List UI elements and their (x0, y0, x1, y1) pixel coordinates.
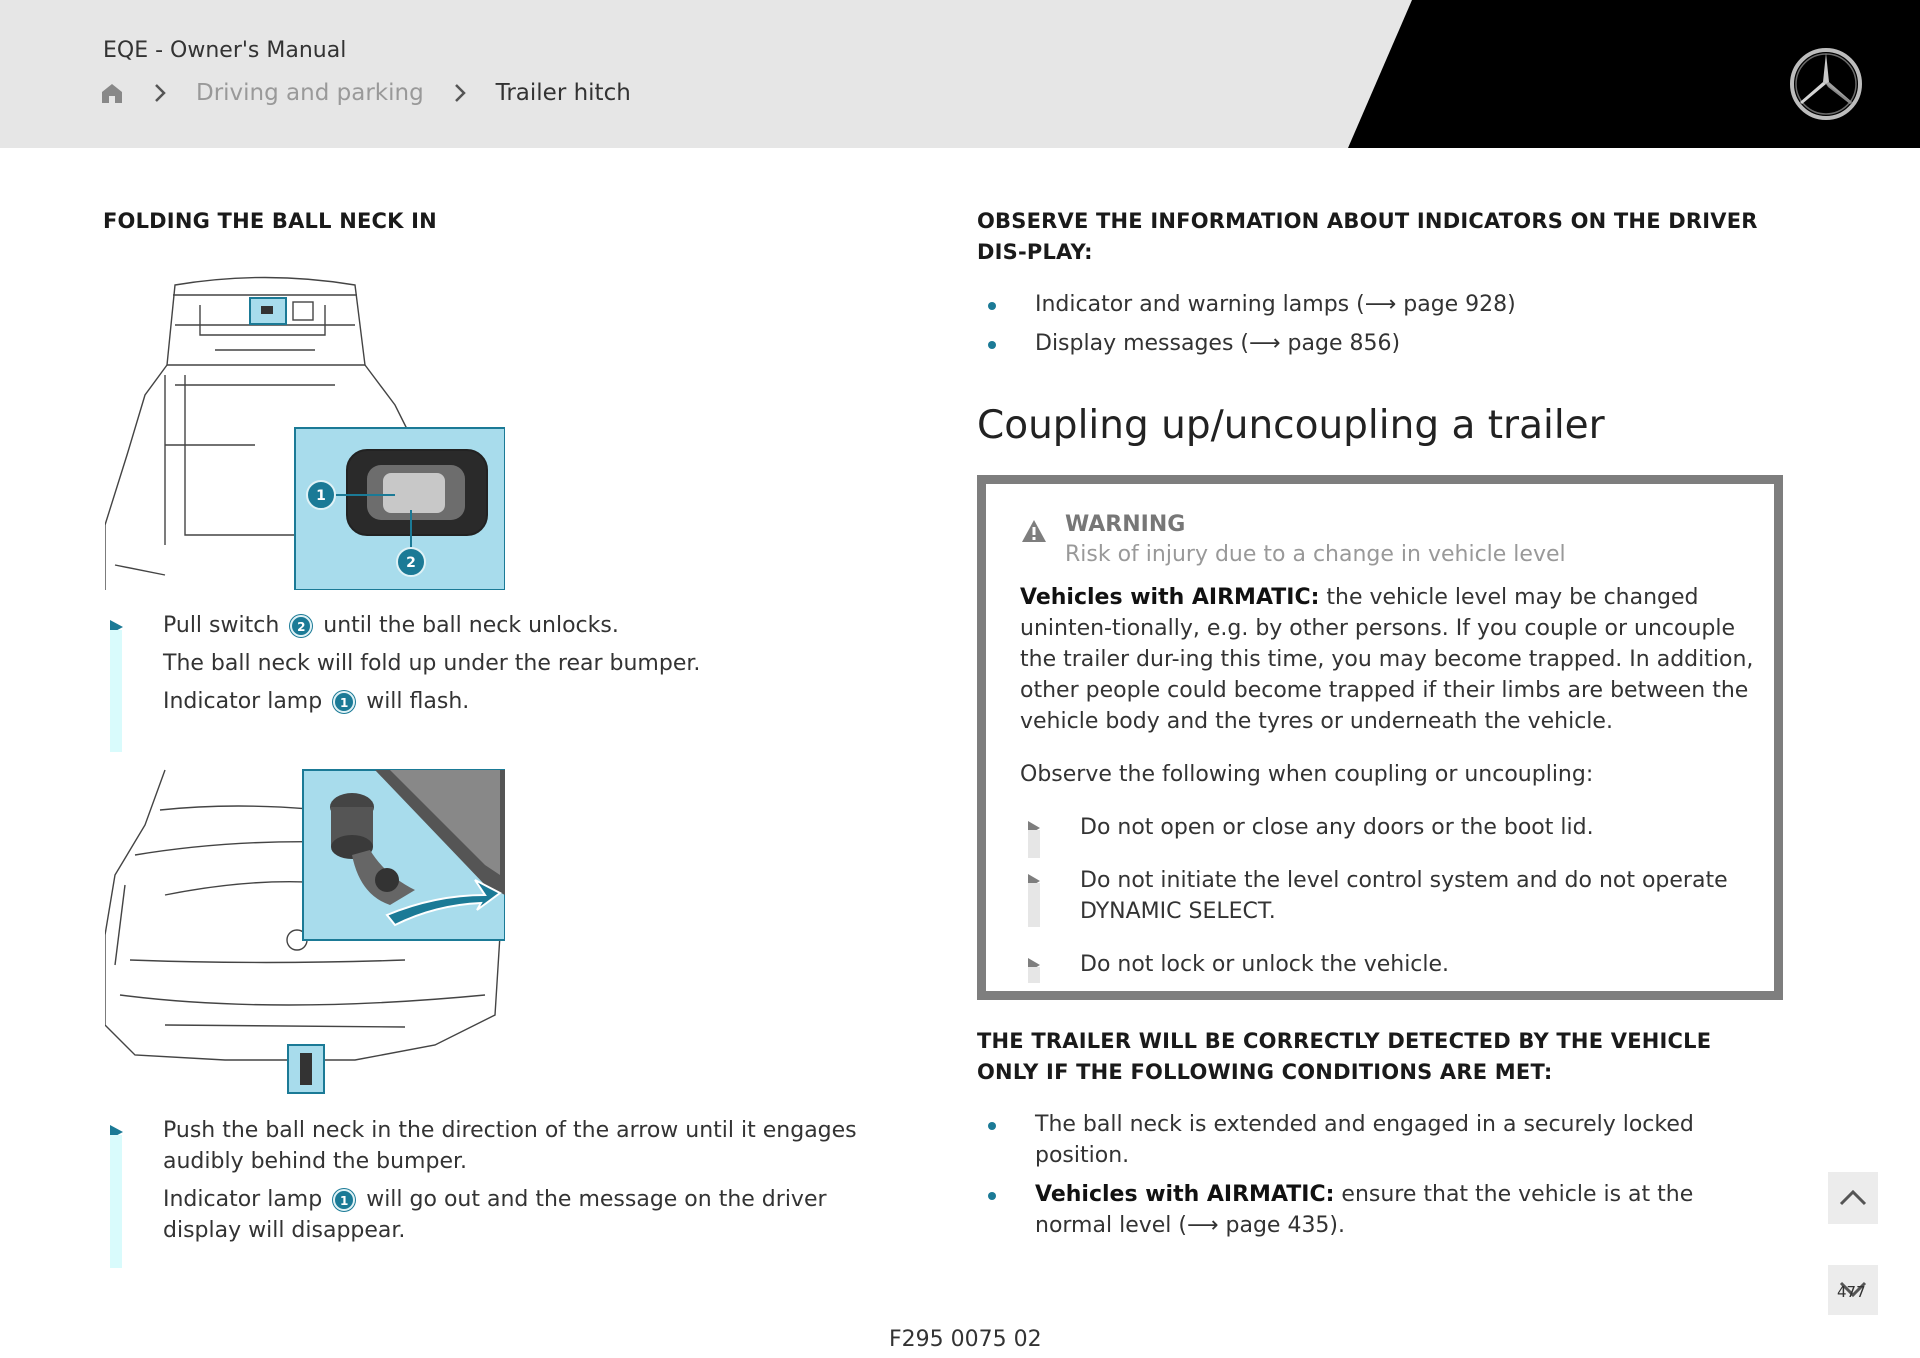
section-heading-folding-ball-neck: FOLDING THE BALL NECK IN (103, 209, 437, 233)
home-icon[interactable] (100, 81, 124, 105)
instruction-step-pull-switch (103, 610, 903, 724)
callout-1-inline: 1 (333, 691, 355, 713)
warning-title: WARNING (1065, 512, 1186, 537)
step-highlight-bar (110, 1135, 122, 1268)
doc-title: EQE - Owner's Manual (103, 38, 347, 63)
page-header (0, 0, 1920, 148)
chevron-right-icon (452, 81, 468, 105)
warning-paragraph: Vehicles with AIRMATIC: the vehicle level may be changed uninten-tionally, e.g. by other persons. If you couple or uncouple the trailer dur-ing this time, you may become trapped. In addition, other people could become trapped if their limbs are between the vehicle body and the tyres or underneath the vehicle. (1020, 585, 1754, 734)
header-black-panel (0, 0, 1920, 148)
footer-figure-code: F295 0075 02 (889, 1327, 1042, 1352)
callout-1-inline: 1 (333, 1189, 355, 1211)
chevron-up-icon (1828, 1172, 1878, 1224)
step2-line1: Push the ball neck in the direction of the arrow until it engages audibly behind the bumper. (163, 1118, 857, 1174)
breadcrumb (100, 80, 631, 106)
indicator-reference-list (977, 289, 1777, 367)
step-highlight-bar (1028, 967, 1040, 983)
list-item[interactable]: Vehicles with AIRMATIC: ensure that the vehicle is at the normal level (⟶ page 435). (977, 1179, 1777, 1241)
step2-line2: Indicator lamp 1 will go out and the message on the driver display will disappear. (163, 1187, 827, 1243)
warning-observe: Observe the following when coupling or uncoupling: (1020, 762, 1594, 787)
instruction-step-push-ball-neck (103, 1115, 903, 1253)
page-number: 477 (1837, 1283, 1866, 1301)
step1-line3: Indicator lamp 1 will flash. (163, 689, 470, 714)
list-item[interactable]: Display messages (⟶ page 856) (977, 328, 1777, 359)
warning-step: Do not initiate the level control system and do not operate DYNAMIC SELECT. (1020, 865, 1760, 927)
mercedes-star-logo-icon (1788, 46, 1864, 122)
list-item: The ball neck is extended and engaged in a securely locked position. (977, 1109, 1777, 1171)
warning-triangle-icon (1021, 519, 1047, 543)
chevron-right-icon (152, 81, 168, 105)
trailer-conditions-list (977, 1109, 1777, 1249)
breadcrumb-item-driving-and-parking[interactable]: Driving and parking (196, 80, 424, 106)
figure-rear-boot-switch (105, 265, 505, 590)
warning-step: Do not lock or unlock the vehicle. (1020, 949, 1760, 980)
step-highlight-bar (1028, 883, 1040, 927)
section-heading-indicators: OBSERVE THE INFORMATION ABOUT INDICATORS ON THE DRIVER DIS-PLAY: (977, 209, 1758, 264)
breadcrumb-item-trailer-hitch: Trailer hitch (495, 80, 631, 106)
warning-step: Do not open or close any doors or the boot lid. (1020, 812, 1760, 843)
step1-line2: The ball neck will fold up under the rear bumper. (163, 651, 701, 676)
warning-box (977, 475, 1783, 1000)
warning-subtitle: Risk of injury due to a change in vehicle level (1065, 542, 1566, 567)
callout-2-inline: 2 (290, 615, 312, 637)
step-highlight-bar (110, 630, 122, 752)
figure1-callout-2: 2 (406, 555, 416, 571)
step-highlight-bar (1028, 830, 1040, 858)
scroll-up-button[interactable] (1828, 1172, 1878, 1224)
step1-line1: Pull switch 2 until the ball neck unlocks. (163, 613, 619, 638)
list-item[interactable]: Indicator and warning lamps (⟶ page 928) (977, 289, 1777, 320)
figure1-callout-1: 1 (316, 488, 326, 504)
section-heading-trailer-detection: THE TRAILER WILL BE CORRECTLY DETECTED BY THE VEHICLE ONLY IF THE FOLLOWING CONDITIONS ARE MET: (977, 1029, 1712, 1084)
section-title-coupling: Coupling up/uncoupling a trailer (977, 403, 1605, 448)
warning-body (1020, 582, 1760, 1002)
figure-rear-bumper-ball-neck (105, 765, 505, 1095)
